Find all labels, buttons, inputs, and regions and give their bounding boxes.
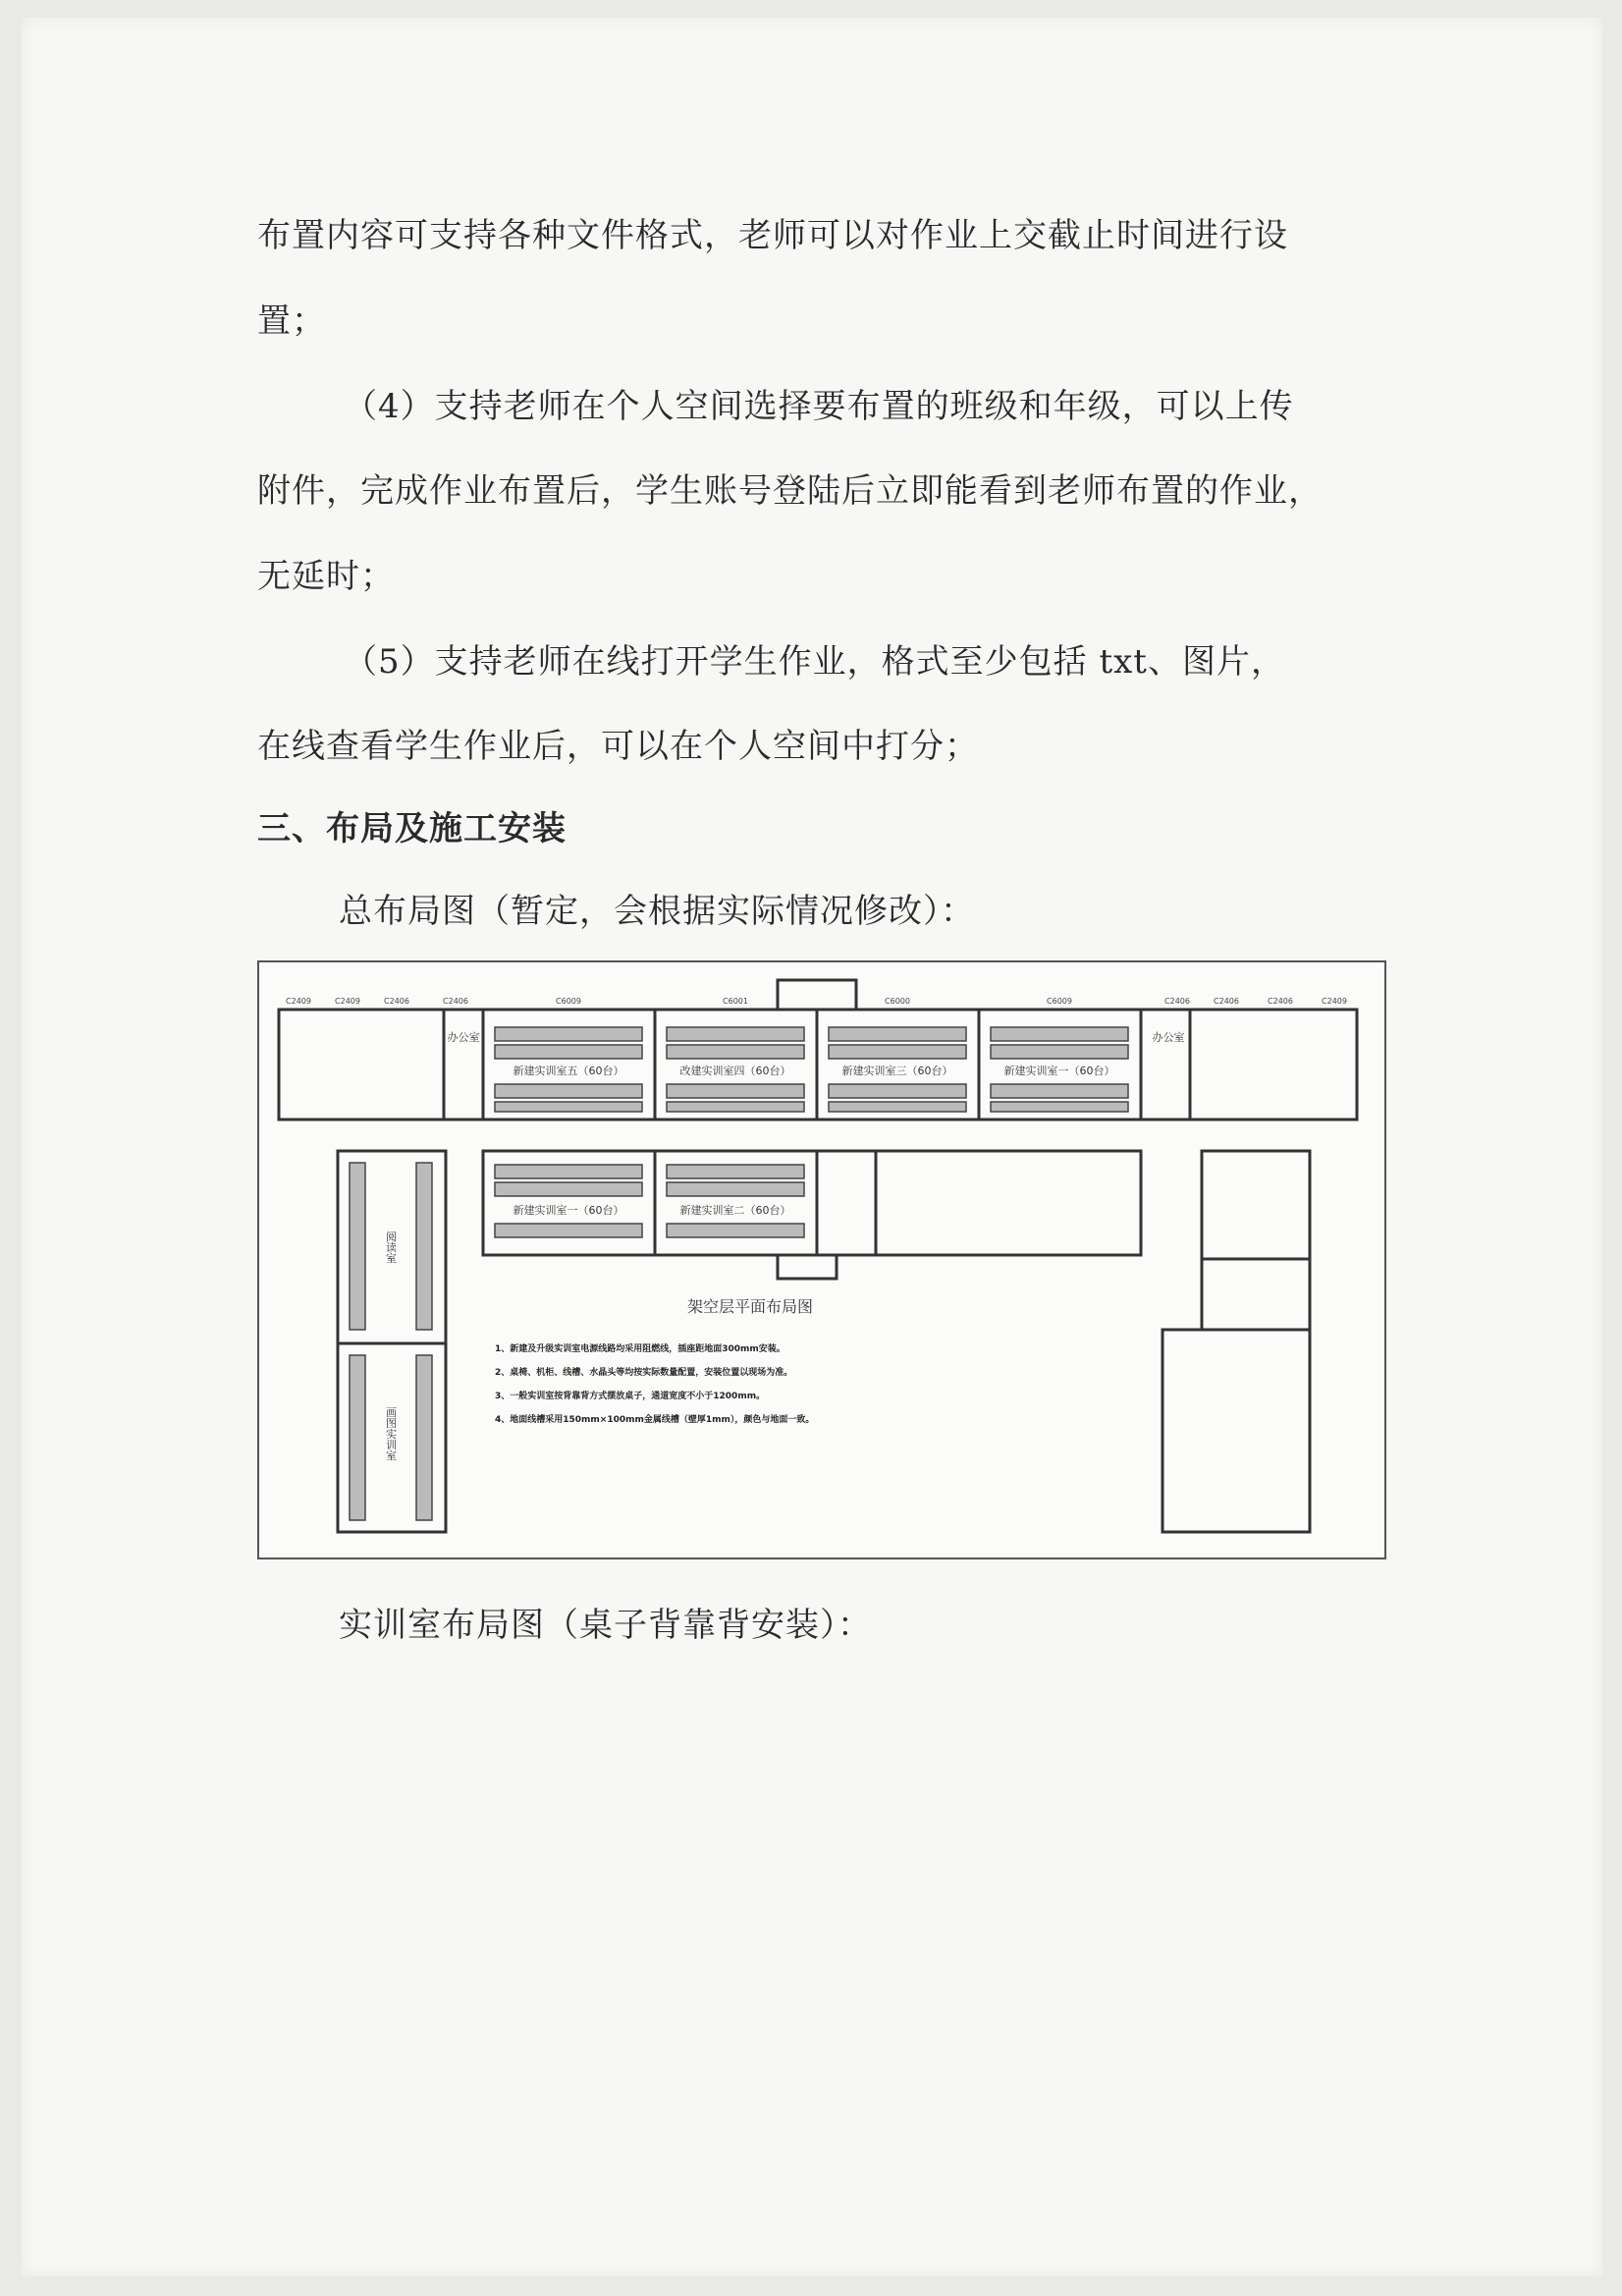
dim-label: C2406 bbox=[443, 997, 468, 1006]
floor-plan-figure bbox=[257, 960, 1386, 1559]
room-label-mid-1: 新建实训室一（60台） bbox=[513, 1204, 624, 1217]
top-stair bbox=[778, 980, 856, 1010]
dim-label: C6000 bbox=[885, 997, 910, 1006]
paragraph-line-6: （5）支持老师在线打开学生作业，格式至少包括 txt、图片， bbox=[344, 642, 1285, 682]
dim-label: C2409 bbox=[286, 997, 311, 1006]
room-label-side-2: 画图实训室 bbox=[384, 1406, 398, 1461]
right-room-b bbox=[1202, 1259, 1310, 1330]
right-top-room bbox=[1190, 1010, 1357, 1120]
dim-label: C2406 bbox=[1268, 997, 1293, 1006]
room-label-top-3: 新建实训室三（60台） bbox=[841, 1065, 953, 1077]
room-label-mid-2: 新建实训室二（60台） bbox=[679, 1204, 791, 1217]
floor-plan-note-3: 3、一般实训室按背靠背方式摆放桌子，通道宽度不小于1200mm。 bbox=[495, 1392, 766, 1401]
caption-training-room-layout: 实训室布局图（桌子背靠背安装）： bbox=[339, 1606, 872, 1645]
right-room-c bbox=[1162, 1330, 1310, 1532]
dim-label: C2409 bbox=[1322, 997, 1347, 1006]
left-top-room bbox=[279, 1010, 444, 1120]
caption-overall-layout: 总布局图（暂定，会根据实际情况修改）： bbox=[339, 892, 975, 931]
paragraph-line-2: 置； bbox=[257, 301, 326, 341]
office-label-right: 办公室 bbox=[1152, 1031, 1185, 1044]
office-label-left: 办公室 bbox=[447, 1031, 480, 1044]
dim-label: C6009 bbox=[556, 997, 581, 1006]
floor-plan-note-1: 1、新建及升级实训室电源线路均采用阻燃线，插座距地面300mm安装。 bbox=[495, 1344, 785, 1354]
dim-label: C2406 bbox=[384, 997, 409, 1006]
floor-plan-drawing bbox=[259, 962, 1384, 1558]
section-heading: 三、布局及施工安装 bbox=[257, 809, 567, 848]
room-label-top-4: 新建实训室一（60台） bbox=[1003, 1065, 1115, 1077]
mid-open-area bbox=[817, 1151, 1141, 1255]
paragraph-line-4: 附件，完成作业布置后，学生账号登陆后立即能看到老师布置的作业， bbox=[257, 471, 1323, 511]
paragraph-line-7: 在线查看学生作业后，可以在个人空间中打分； bbox=[257, 727, 979, 766]
room-label-top-2: 改建实训室四（60台） bbox=[679, 1065, 791, 1077]
right-room-a bbox=[1202, 1151, 1310, 1259]
floor-plan-note-2: 2、桌椅、机柜、线槽、水晶头等均按实际数量配置，安装位置以现场为准。 bbox=[495, 1368, 793, 1378]
room-label-top-1: 新建实训室五（60台） bbox=[513, 1065, 624, 1077]
floor-plan-title: 架空层平面布局图 bbox=[686, 1297, 814, 1316]
dim-label: C2409 bbox=[335, 997, 360, 1006]
paragraph-line-1: 布置内容可支持各种文件格式，老师可以对作业上交截止时间进行设 bbox=[257, 216, 1288, 255]
dim-label: C6009 bbox=[1047, 997, 1072, 1006]
dim-label: C2406 bbox=[1214, 997, 1239, 1006]
mid-stair bbox=[778, 1255, 837, 1279]
paragraph-line-5: 无延时； bbox=[257, 557, 395, 596]
room-label-side-1: 阅读室 bbox=[384, 1230, 398, 1264]
paragraph-line-3: （4）支持老师在个人空间选择要布置的班级和年级，可以上传 bbox=[344, 387, 1294, 426]
dim-label: C6001 bbox=[723, 997, 748, 1006]
floor-plan-note-4: 4、地面线槽采用150mm×100mm金属线槽（壁厚1mm），颜色与地面一致。 bbox=[495, 1415, 815, 1425]
dim-label: C2406 bbox=[1164, 997, 1190, 1006]
